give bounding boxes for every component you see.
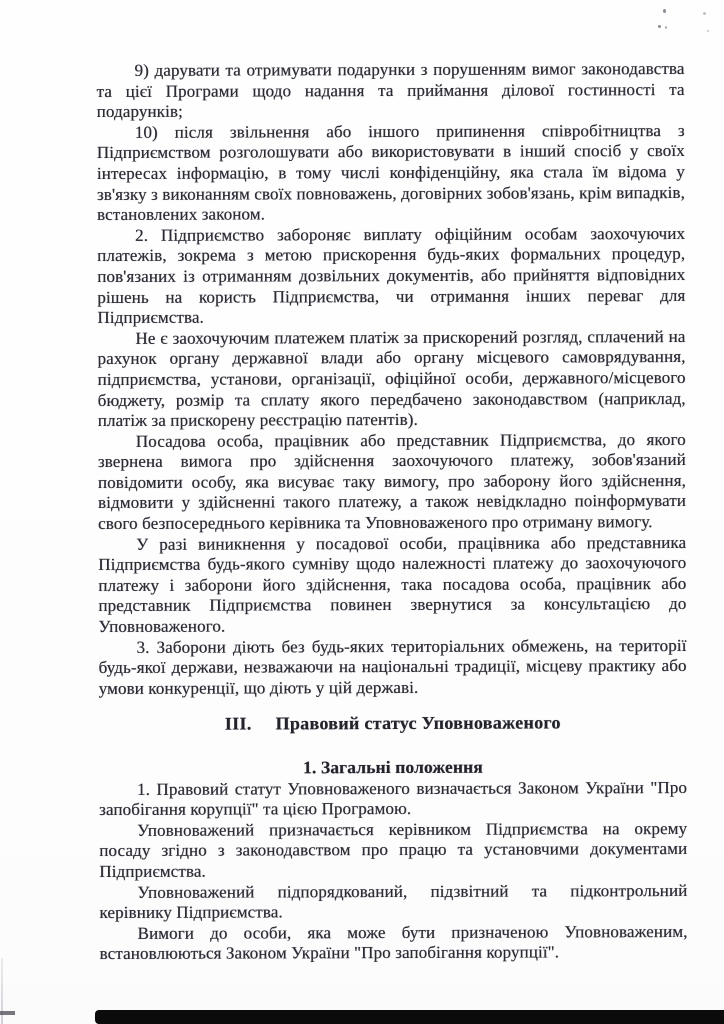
scan-speck-artifact (663, 9, 666, 13)
section-heading (99, 712, 687, 735)
paragraph: 2. Підприємство забороняє виплату офіційним особам заохочуючих платежів, зокрема з метою прискорення будь-яких формальних процедур, пов'язаних із отриманням дозвільних документів, або прийняття відповідних рішень на користь Підприємства, чи отримання інших переваг для Підприємства. (97, 223, 686, 328)
scan-corner-dash-artifact (0, 1011, 15, 1015)
paragraph: Посадова особа, працівник або представник Підприємства, до якого звернена вимога про здійснення заохочуючого платежу, зобов'язаний повідомити особу, яка висуває таку вимогу, про заборону його здійснення, відмовити у здійсненні такого платежу, а також невідкладно поінформувати свого безпосереднього керівника та Уповноваженого про отриману вимогу. (97, 429, 686, 534)
paragraph: Уповноважений призначається керівником Підприємства на окрему посаду згідно з законодавством про працю та установчими документами Підприємства. (99, 818, 688, 881)
paragraph: Вимоги до особи, яка може бути призначеною Уповноваженим, встановлюються Законом України "Про запобігання корупції". (99, 921, 688, 964)
paragraph: 3. Заборони діють без будь-яких територіальних обмежень, на території будь-якої держави, незважаючи на національні традиції, місцеву практику або умови конкуренції, що діють у цій державі. (98, 635, 687, 698)
paragraph: 9) дарувати та отримувати подарунки з порушенням вимог законодавства та цієї Програми щодо надання та приймання ділової гостинності та подарунків; (96, 58, 685, 122)
subsection-heading: 1. Загальні положення (302, 756, 483, 778)
scan-speck-artifact (665, 26, 667, 29)
paragraph: Уповноважений підпорядкований, підзвітний та підконтрольний керівнику Підприємства. (99, 880, 688, 923)
scan-artifact-bar (95, 1010, 724, 1024)
section-heading-numeral: III. (224, 713, 252, 734)
paragraph: 1. Правовий статут Уповноваженого визначається Законом України "Про запобігання корупції" та цією Програмою. (99, 777, 687, 820)
document-body (96, 59, 687, 965)
paragraph: 10) після звільнення або іншого припинення співробітництва з Підприємством розголошувати або використовувати в інший спосіб у своїх інтересах інформацію, в тому числі конфіденційну, яка стала їм відома у зв'язку з виконанням своїх повноважень, договірних зобов'язань, крім випадків, встановлених законом. (96, 120, 685, 225)
paragraph: У разі виникнення у посадової особи, працівника або представника Підприємства будь-якого сумніву щодо належності платежу до заохочуючого платежу і заборони його здійснення, така посадова особа, працівник або представник Підприємства повинен звернутися за консультацією до Уповноваженого. (98, 532, 687, 637)
scan-speck-artifact (703, 12, 706, 15)
scan-speck-artifact (707, 30, 709, 32)
section-heading-title: Правовий статус Уповноваженого (275, 712, 561, 734)
paragraph: Не є заохочуючим платежем платіж за прискорений розгляд, сплачений на рахунок органу державної влади або органу місцевого самоврядування, підприємства, установи, організації, офіційної особи, державного/місцевого бюджету, розмір та сплату якого передбачено законодавством (наприклад, платіж за прискорену реєстрацію патентів). (97, 326, 686, 431)
scan-speck-artifact (658, 25, 661, 28)
